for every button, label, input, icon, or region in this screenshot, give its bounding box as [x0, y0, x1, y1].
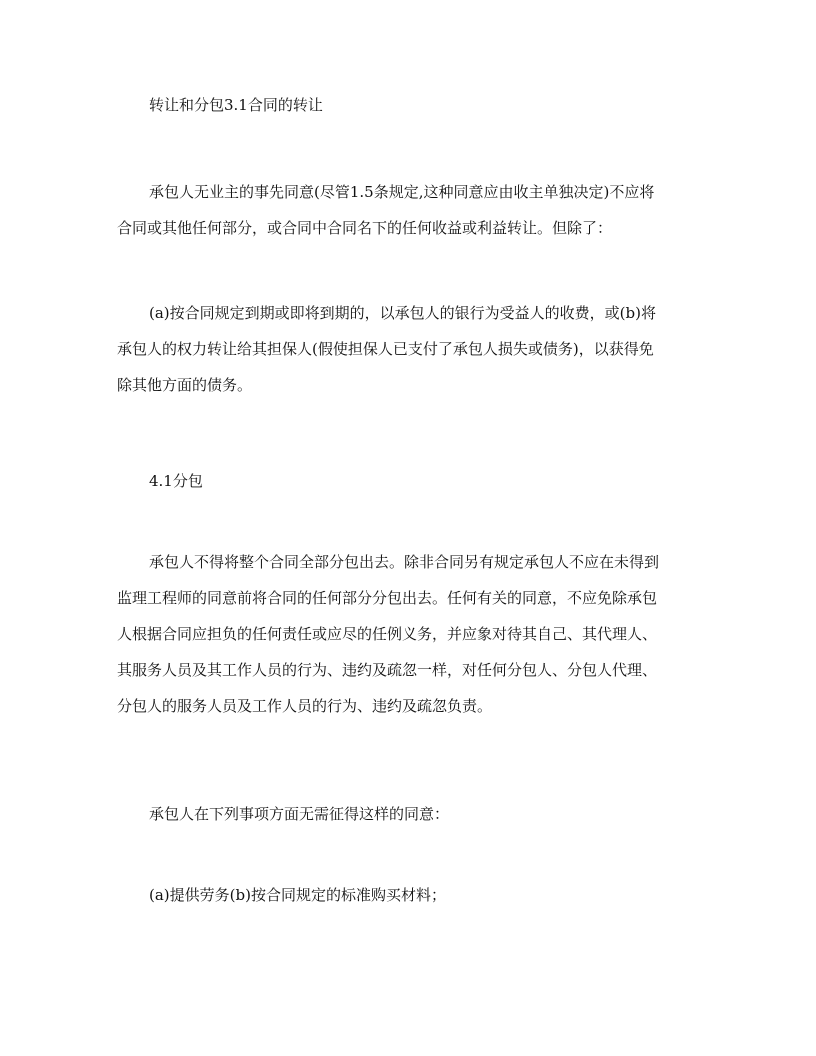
text-line: (a)按合同规定到期或即将到期的，以承包人的银行为受益人的收费，或(b)将	[149, 304, 656, 322]
text-line: 监理工程师的同意前将合同的任何部分分包出去。任何有关的同意，不应免除承包	[117, 589, 658, 607]
paragraph-assignment-restriction	[117, 174, 707, 246]
text-line: 承包人不得将整个合同全部分包出去。除非合同另有规定承包人不应在未得到	[149, 553, 660, 571]
paragraph-subcontracting	[117, 544, 707, 724]
heading-text: 4.1分包	[149, 472, 203, 490]
heading-text: 转让和分包3.1合同的转让	[149, 96, 323, 114]
paragraph-exception-items	[117, 877, 707, 913]
paragraph-consent-not-required	[117, 796, 707, 832]
text-line: 人根据合同应担负的任何责任或应尽的任例义务，并应象对待其自己、其代理人、	[117, 625, 658, 643]
text-line: 分包人的服务人员及工作人员的行为、违约及疏忽负责。	[117, 697, 493, 715]
text-line: 承包人无业主的事先同意(尽管1.5条规定,这种同意应由收主单独决定)不应将	[149, 183, 655, 201]
text-line: 其服务人员及其工作人员的行为、违约及疏忽一样，对任何分包人、分包人代理、	[117, 661, 658, 679]
section-heading-3-1	[117, 87, 707, 123]
text-line: (a)提供劳务(b)按合同规定的标准购买材料；	[149, 886, 446, 904]
text-line: 合同或其他任何部分，或合同中合同名下的任何收益或利益转让。但除了：	[117, 219, 613, 237]
section-heading-4-1	[117, 463, 707, 499]
paragraph-assignment-exceptions	[117, 295, 707, 403]
text-line: 承包人的权力转让给其担保人(假使担保人已支付了承包人损失或债务)，以获得免	[117, 340, 654, 358]
text-line: 除其他方面的债务。	[117, 376, 253, 394]
text-line: 承包人在下列事项方面无需征得这样的同意：	[149, 805, 450, 823]
